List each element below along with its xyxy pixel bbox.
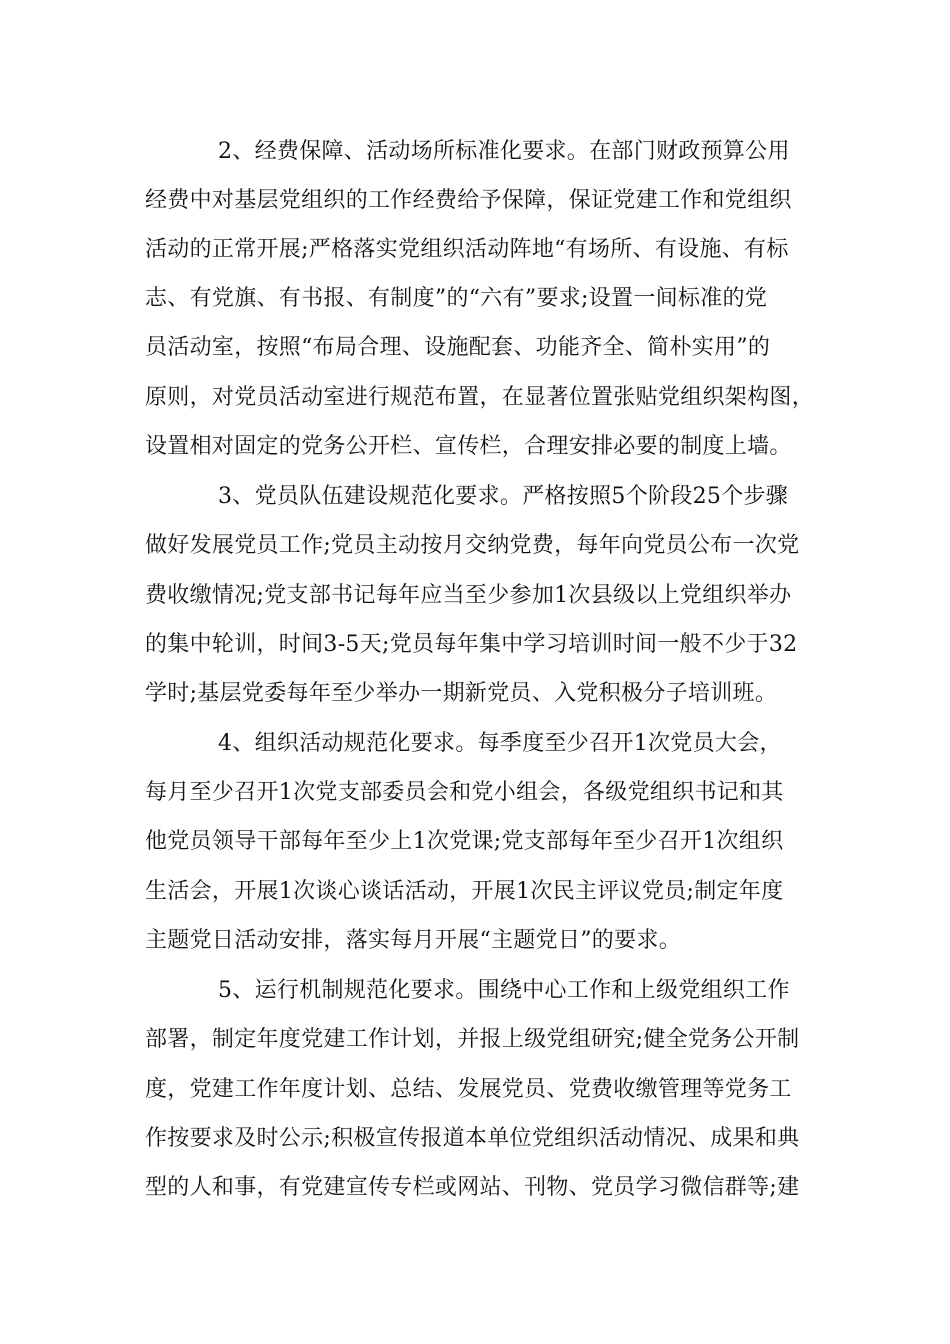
- paragraph-3-line-5: 学时;基层党委每年至少举办一期新党员、入党积极分子培训班。: [145, 681, 778, 706]
- paragraph-5-line-4: 作按要求及时公示;积极宣传报道本单位党组织活动情况、成果和典: [145, 1126, 800, 1151]
- paragraph-2-line-1: 2、经费保障、活动场所标准化要求。在部门财政预算公用: [218, 139, 790, 164]
- paragraph-2-line-7: 设置相对固定的党务公开栏、宣传栏，合理安排必要的制度上墙。: [145, 434, 792, 459]
- paragraph-3-line-3: 费收缴情况;党支部书记每年应当至少参加1次县级以上党组织举办: [145, 583, 792, 608]
- paragraph-2-line-5: 员活动室，按照“布局合理、设施配套、功能齐全、简朴实用”的: [145, 335, 771, 360]
- paragraph-4-line-4: 生活会，开展1次谈心谈话活动，开展1次民主评议党员;制定年度: [145, 879, 784, 904]
- paragraph-2-line-6: 原则，对党员活动室进行规范布置，在显著位置张贴党组织架构图，: [145, 385, 815, 410]
- paragraph-2-line-2: 经费中对基层党组织的工作经费给予保障，保证党建工作和党组织: [145, 188, 792, 213]
- paragraph-3-line-2: 做好发展党员工作;党员主动按月交纳党费，每年向党员公布一次党: [145, 533, 800, 558]
- paragraph-5-line-1: 5、运行机制规范化要求。围绕中心工作和上级党组织工作: [218, 978, 790, 1003]
- paragraph-4-line-1: 4、组织活动规范化要求。每季度至少召开1次党员大会，: [218, 731, 782, 756]
- paragraph-4-line-2: 每月至少召开1次党支部委员会和党小组会，各级党组织书记和其: [145, 780, 784, 805]
- paragraph-3-line-1: 3、党员队伍建设规范化要求。严格按照5个阶段25个步骤: [218, 484, 789, 509]
- paragraph-2-line-4: 志、有党旗、有书报、有制度”的“六有”要求;设置一间标准的党: [145, 286, 768, 311]
- paragraph-5-line-2: 部署，制定年度党建工作计划，并报上级党组研究;健全党务公开制: [145, 1027, 800, 1052]
- paragraph-5-line-3: 度，党建工作年度计划、总结、发展党员、党费收缴管理等党务工: [145, 1077, 792, 1102]
- paragraph-5-line-5: 型的人和事，有党建宣传专栏或网站、刊物、党员学习微信群等;建: [145, 1175, 800, 1200]
- paragraph-2-line-3: 活动的正常开展;严格落实党组织活动阵地“有场所、有设施、有标: [145, 237, 789, 262]
- paragraph-4-line-3: 他党员领导干部每年至少上1次党课;党支部每年至少召开1次组织: [145, 829, 784, 854]
- paragraph-4-line-5: 主题党日活动安排，落实每月开展“主题党日”的要求。: [145, 928, 681, 953]
- paragraph-3-line-4: 的集中轮训，时间3-5天;党员每年集中学习培训时间一般不少于32: [145, 632, 798, 657]
